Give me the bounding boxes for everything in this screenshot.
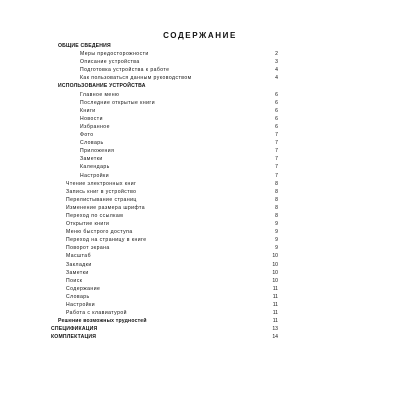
toc-entry-page: 9	[275, 237, 278, 244]
toc-entry	[0, 188, 400, 196]
toc-entry-title: Словарь	[80, 140, 104, 147]
toc-entry-page: 6	[275, 115, 278, 122]
toc-entry-title: Поиск	[66, 277, 83, 284]
toc-entry-title: Избранное	[80, 123, 110, 130]
toc-entry-page: 8	[275, 188, 278, 195]
toc-entry-page: 8	[275, 196, 278, 203]
toc-entry-page: 8	[275, 212, 278, 219]
toc-entry-title: Подготовка устройства к работе	[80, 67, 170, 74]
toc-entry	[0, 244, 400, 252]
toc-entry-title: Чтение электронных книг	[66, 180, 137, 187]
toc-entry	[0, 172, 400, 180]
toc-entry-title: КОМПЛЕКТАЦИЯ	[51, 334, 97, 341]
toc-entry	[0, 99, 400, 107]
toc-entry-page: 6	[275, 91, 278, 98]
toc-entry-title: Последние открытые книги	[80, 99, 156, 106]
toc-entry	[0, 115, 400, 123]
toc-entry-title: Настройки	[66, 302, 96, 308]
toc-entry	[0, 180, 400, 188]
toc-entry	[0, 269, 400, 277]
toc-entry-title: Фото	[80, 132, 94, 139]
toc-entry-title: Заметки	[80, 156, 103, 163]
toc-entry-page: 10	[272, 269, 278, 276]
toc-entry	[0, 42, 400, 50]
toc-entry-title: Работа с клавиатурой	[66, 310, 127, 317]
toc-entry-page: 9	[275, 221, 278, 228]
toc-entry	[0, 155, 400, 163]
toc-entry	[0, 293, 400, 301]
toc-entry-title: ОБЩИЕ СВЕДЕНИЯ	[58, 43, 111, 49]
toc-entry-page: 8	[275, 180, 278, 187]
toc-entry-page: 6	[275, 107, 278, 114]
toc-entry-title: Приложения	[80, 148, 115, 155]
toc-entry	[0, 58, 400, 66]
toc-entry-page: 14	[272, 334, 278, 341]
toc-entry	[0, 212, 400, 220]
toc-entry-page: 8	[275, 204, 278, 211]
page-title: СОДЕРЖАНИЕ	[163, 31, 237, 40]
toc-entry-title: Книги	[80, 107, 96, 114]
toc-entry-title: Главное меню	[80, 91, 120, 98]
toc-entry	[0, 82, 400, 90]
toc-entry	[0, 309, 400, 317]
toc-entry-page: 7	[275, 148, 278, 155]
toc-entry-title: Открытие книги	[66, 221, 110, 228]
toc-entry-page: 4	[275, 67, 278, 74]
toc-entry-page: 9	[275, 245, 278, 252]
toc-entry-page: 7	[275, 156, 278, 163]
toc-entry-page: 11	[272, 302, 278, 308]
toc-entry-page: 3	[275, 59, 278, 66]
toc-entry-page: 10	[272, 253, 278, 260]
toc-entry-title: Новости	[80, 115, 103, 122]
toc-entry-page: 7	[275, 172, 278, 179]
toc-entry	[0, 163, 400, 171]
toc-entry-page: 6	[275, 99, 278, 106]
toc-entry-page: 11	[272, 310, 278, 317]
toc-entry	[0, 196, 400, 204]
toc-entry-page: 2	[275, 51, 278, 58]
toc-entry-title: Содержание	[66, 285, 101, 292]
toc-entry	[0, 277, 400, 285]
toc-entry	[0, 139, 400, 147]
toc-entry-page: 7	[275, 164, 278, 171]
toc-entry	[0, 74, 400, 82]
toc-entry	[0, 285, 400, 293]
toc-entry	[0, 123, 400, 131]
toc-entry-page: 7	[275, 140, 278, 147]
toc-entry-title: Поворот экрана	[66, 245, 110, 252]
toc-entry	[0, 252, 400, 260]
toc-entry-page: 4	[275, 75, 278, 82]
toc-entry	[0, 204, 400, 212]
toc-entry-title: Масштаб	[66, 253, 91, 260]
toc-entry-title: Как пользоваться данным руководством	[80, 75, 192, 82]
toc-entry-title: Описание устройства	[80, 59, 140, 66]
toc-entry	[0, 236, 400, 244]
toc-entry	[0, 107, 400, 115]
toc-entry	[0, 50, 400, 58]
toc-entry	[0, 66, 400, 74]
toc-entry	[0, 220, 400, 228]
toc-entry	[0, 333, 400, 341]
toc-entry-page: 13	[272, 326, 278, 333]
toc-entry-title: Запись книг в устройство	[66, 188, 137, 195]
toc-entry	[0, 131, 400, 139]
toc-entry	[0, 325, 400, 333]
toc-entry-title: Календарь	[80, 164, 110, 171]
toc-entry-title: Меры предосторожности	[80, 51, 149, 58]
toc-entry-title: Переход по ссылкам	[66, 212, 124, 219]
toc-entry-title: ИСПОЛЬЗОВАНИЕ УСТРОЙСТВА	[58, 83, 146, 90]
toc-entry	[0, 147, 400, 155]
toc-entry-title: Словарь	[66, 293, 90, 300]
toc-entry	[0, 301, 400, 309]
toc-entry-title: Перелистывание страниц	[66, 196, 137, 203]
toc-entry-page: 11	[272, 285, 278, 292]
table-of-contents	[0, 42, 400, 341]
toc-entry-title: Изменение размера шрифта	[66, 204, 145, 211]
toc-entry-page: 11	[272, 293, 278, 300]
toc-entry-page: 6	[275, 123, 278, 130]
toc-entry-title: Переход на страницу в книге	[66, 237, 147, 244]
toc-entry	[0, 91, 400, 99]
toc-entry-page: 9	[275, 229, 278, 236]
toc-entry-page: 11	[272, 318, 278, 325]
toc-entry-title: Решение возможных трудностей	[58, 318, 147, 325]
toc-entry-title: Меню быстрого доступа	[66, 229, 133, 236]
toc-entry-title: Закладки	[66, 261, 92, 268]
toc-entry-title: СПЕЦИФИКАЦИЯ	[51, 326, 98, 333]
toc-entry-title: Настройки	[80, 172, 110, 179]
toc-entry-page: 10	[272, 261, 278, 268]
toc-entry-page: 7	[275, 132, 278, 139]
toc-entry	[0, 228, 400, 236]
toc-entry	[0, 317, 400, 325]
toc-entry-page: 10	[272, 277, 278, 284]
toc-entry	[0, 261, 400, 269]
toc-entry-title: Заметки	[66, 269, 89, 276]
